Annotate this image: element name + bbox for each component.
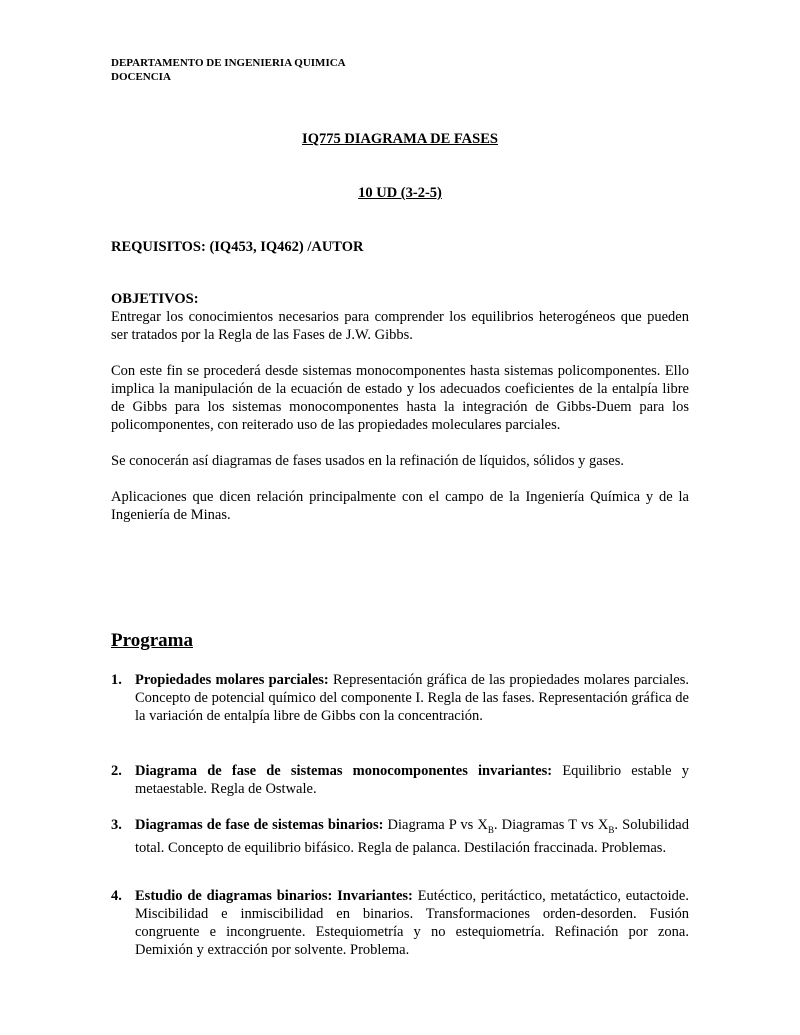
item-body [135, 887, 689, 959]
item-heading: Propiedades molares parciales: [135, 672, 329, 688]
objective-paragraph: Aplicaciones que dicen relación principalmente con el campo de la Ingeniería Química y de la Ingeniería de Minas. [111, 489, 689, 523]
item-text: . Diagramas T vs X [493, 817, 609, 833]
objectives-heading: OBJETIVOS: [111, 291, 199, 307]
program-item [111, 671, 689, 725]
objective-paragraph: Se conocerán así diagramas de fases usados en la refinación de líquidos, sólidos y gases. [111, 453, 624, 469]
course-title: IQ775 DIAGRAMA DE FASES [302, 131, 498, 147]
item-number: 1. [111, 672, 122, 688]
item-text: Equilibrio estable y metaestable. Regla de Ostwale. [135, 763, 690, 797]
program-item [111, 816, 689, 857]
section-name: DOCENCIA [111, 71, 171, 83]
item-number: 3. [111, 817, 122, 833]
program-item [111, 887, 689, 959]
course-units: 10 UD (3-2-5) [358, 185, 442, 201]
subscript: B [608, 824, 615, 835]
item-subheading: Invariantes: [332, 888, 413, 904]
department-name: DEPARTAMENTO DE INGENIERIA QUIMICA [111, 57, 346, 69]
item-text: . Solubilidad total. Concepto de equilibrio bifásico. Regla de palanca. Destilación fraccinada. Problemas. [135, 817, 689, 856]
item-body [135, 762, 689, 798]
item-heading: Estudio de diagramas binarios: [135, 888, 333, 904]
item-body [135, 816, 689, 857]
page-header [111, 56, 346, 84]
item-text: Representación gráfica de las propiedades molares parciales. Concepto de potencial químico del componente I. Regla de las fases. Representación gráfica de la variación de entalpía libre de Gibbs con la concentración. [135, 672, 689, 724]
objective-paragraph: Entregar los conocimientos necesarios para comprender los equilibrios heterogéneos que pueden ser tratados por la Regla de las Fases de J.W. Gibbs. [111, 309, 689, 343]
item-text: Diagrama P vs X [383, 817, 488, 833]
program-title: Programa [111, 630, 193, 651]
item-number: 2. [111, 763, 122, 779]
program-item [111, 762, 689, 798]
item-number: 4. [111, 888, 122, 904]
item-text: Eutéctico, peritáctico, metatáctico, eutactoide. Miscibilidad e inmiscibilidad en binarios. Transformaciones orden-desorden. Fusión congruente e incongruente. Estequiometría y no estequiometría. Refinación por zona. Demixión y extracción por solvente. Problema. [135, 888, 689, 958]
requirements: REQUISITOS: (IQ453, IQ462) /AUTOR [111, 239, 364, 255]
item-heading: Diagrama de fase de sistemas monocomponentes invariantes: [135, 763, 553, 779]
objective-paragraph: Con este fin se procederá desde sistemas monocomponentes hasta sistemas policomponentes. Ello implica la manipulación de la ecuación de estado y los adecuados coeficientes de la entalpía libre de Gibbs para los sistemas monocomponentes hasta la integración de Gibbs-Duem para los policomponentes, con reiterado uso de las propiedades moleculares parciales. [111, 363, 689, 433]
objectives-section [111, 290, 689, 542]
item-heading: Diagramas de fase de sistemas binarios: [135, 817, 384, 833]
item-body [135, 671, 689, 725]
subscript: B [487, 824, 494, 835]
